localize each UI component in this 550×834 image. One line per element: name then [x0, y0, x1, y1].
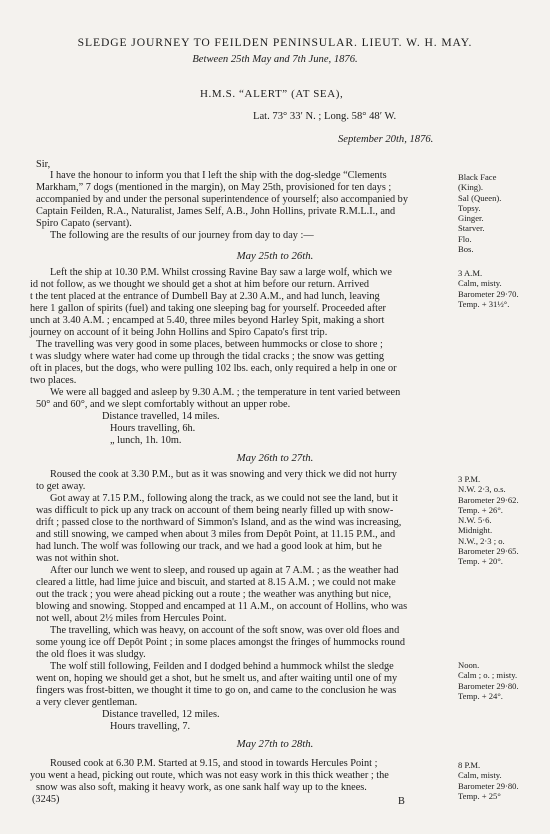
- body-line: Distance travelled, 12 miles.: [102, 709, 220, 720]
- weather-note: Temp. + 20°.: [458, 556, 503, 567]
- body-line: to get away.: [36, 481, 86, 492]
- weather-note: Temp. + 25°: [458, 790, 501, 801]
- dog-name: Sal (Queen).: [458, 192, 502, 203]
- body-line: 50° and 60°, and we slept comfortably without an upper robe.: [36, 399, 291, 410]
- body-line: oft in places, but the dogs, who were pulling 102 lbs. each, only required a help in one or: [30, 363, 397, 374]
- body-line: had lunch. The wolf was following our track, and we had a good look at him, but he: [36, 541, 382, 552]
- body-line: snow was also soft, making it heavy work, as one sank half way up to the knees.: [36, 782, 367, 793]
- intro-line: Captain Feilden, R.A., Naturalist, James Self, A.B., John Hollins, private R.M.L.I., and: [36, 206, 396, 217]
- body-line: went on, hoping we should get a shot, but he smelt us, and after waiting until one of my: [36, 673, 398, 684]
- weather-note: 3 A.M.: [458, 268, 483, 278]
- dog-name: Bos.: [458, 244, 474, 255]
- page-subtitle: Between 25th May and 7th June, 1876.: [192, 54, 358, 65]
- body-line: unch at 3.40 A.M. ; encamped at 5.40, three miles beyond Harley Spit, making a short: [30, 315, 385, 326]
- body-line: t was sludgy where water had come up through the tidal cracks ; the snow was getting: [30, 351, 385, 362]
- dog-name: Flo.: [458, 233, 472, 244]
- body-line: was difficult to pick up any track on account of them being nearly filled up with snow-: [36, 505, 394, 516]
- print-number: (3245): [32, 794, 60, 805]
- dog-name: Ginger.: [458, 213, 484, 224]
- intro-line: Markham,” 7 dogs (mentioned in the margin), on May 25th, provisioned for ten days ;: [36, 182, 392, 193]
- body-line: Roused cook at 6.30 P.M. Started at 9.15, and stood in towards Hercules Point ;: [50, 758, 378, 769]
- weather-note: Barometer 29·80.: [458, 780, 519, 791]
- body-line: two places.: [30, 375, 77, 386]
- body-line: „ lunch, 1h. 10m.: [110, 435, 182, 446]
- weather-note: Barometer 29·65.: [458, 546, 519, 557]
- body-line: id not follow, as we thought we should get a shot at him before our return. Arrived: [30, 279, 370, 290]
- dog-name: Starver.: [458, 223, 485, 234]
- page-title: SLEDGE JOURNEY TO FEILDEN PENINSULAR. LIEUT. W. H. MAY.: [77, 36, 473, 49]
- section-heading: May 25th to 26th.: [236, 250, 314, 262]
- salutation: Sir,: [36, 159, 51, 170]
- intro-line: The following are the results of our journey from day to day :—: [50, 230, 314, 241]
- body-line: cleared a little, had lime juice and biscuit, and started at 8.15 A.M. ; we could not make: [36, 577, 396, 588]
- body-line: Roused the cook at 3.30 P.M., but as it was snowing and very thick we did not hurry: [50, 469, 397, 480]
- body-line: fingers was frost-bitten, we thought it time to go on, and came to the conclusion he was: [36, 685, 397, 696]
- section-heading: May 26th to 27th.: [236, 452, 314, 464]
- body-line: drift ; passed close to the northward of Simmon's Island, and as the wind was increasing,: [36, 517, 402, 528]
- body-line: The travelling was very good in some places, between hummocks or close to shore ;: [36, 339, 383, 350]
- intro-line: accompanied by and under the personal superintendence of yourself; also accompanied by: [36, 194, 408, 205]
- position-line: Lat. 73° 33′ N. ; Long. 58° 48′ W.: [253, 111, 397, 122]
- weather-note: 8 P.M.: [458, 760, 481, 770]
- weather-note: Barometer 29·62.: [458, 494, 519, 505]
- weather-note: N.W. 5·6.: [458, 515, 492, 526]
- body-line: and still snowing, we camped when about 3 miles from Depôt Point, at 11.15 P.M., and: [36, 529, 396, 540]
- body-line: We were all bagged and asleep by 9.30 A.M. ; the temperature in tent varied between: [50, 387, 401, 398]
- weather-note: Midnight.: [458, 525, 493, 536]
- weather-note: Calm, misty.: [458, 770, 502, 781]
- weather-margin: [458, 268, 519, 309]
- body-line: Distance travelled, 14 miles.: [102, 411, 220, 422]
- letter-date: September 20th, 1876.: [338, 134, 434, 145]
- body-line: blowing and snowing. Stopped and encamped at 11 A.M., on account of Hollins, who was: [36, 601, 408, 612]
- dog-name: Black Face: [458, 172, 497, 182]
- signature-mark: B: [398, 796, 405, 807]
- dog-name: (King).: [458, 182, 484, 193]
- body-line: The travelling, which was heavy, on account of the soft snow, was over old floes and: [50, 625, 400, 636]
- ship-heading: H.M.S. “ALERT” (AT SEA),: [200, 88, 344, 100]
- weather-note: N.W. 2·3, o.s.: [458, 484, 506, 495]
- weather-note: Barometer 29·80.: [458, 680, 519, 691]
- body-line: t the tent placed at the entrance of Dumbell Bay at 2.30 A.M., and had lunch, leaving: [30, 291, 380, 302]
- body-line: you went a head, picking out route, which was not easy work in this thick weather ; the: [30, 770, 389, 781]
- weather-note: Barometer 29·70.: [458, 288, 519, 299]
- dog-name: Topsy.: [458, 202, 481, 213]
- weather-note: N.W., 2·3 ; o.: [458, 535, 505, 546]
- weather-note: Calm ; o. ; misty.: [458, 670, 518, 681]
- body-line: out the track ; you were ahead picking out a route ; the weather was anything but nice,: [36, 589, 392, 600]
- body-line: Got away at 7.15 P.M., following along the track, as we could not see the land, but it: [50, 493, 399, 504]
- weather-margin: [458, 760, 519, 801]
- weather-margin: [458, 474, 519, 567]
- body-line: Hours travelling, 6h.: [110, 423, 196, 434]
- body-line: was not within shot.: [36, 553, 119, 564]
- body-line: The wolf still following, Feilden and I dodged behind a hummock whilst the sledge: [50, 661, 394, 672]
- body-line: journey on account of it being John Hollins and Spiro Capato's first trip.: [30, 327, 328, 338]
- body-line: some young ice off Depôt Point ; in some places amongst the fringes of hummocks round: [36, 637, 406, 648]
- body-line: the old floes it was sludgy.: [36, 649, 146, 660]
- body-line: Left the ship at 10.30 P.M. Whilst crossing Ravine Bay saw a large wolf, which we: [50, 267, 392, 278]
- dog-names-margin: [458, 172, 501, 254]
- weather-note: Noon.: [458, 660, 480, 670]
- body-line: not well, about 2½ miles from Hercules Point.: [36, 613, 227, 624]
- body-line: a very clever gentleman.: [36, 697, 138, 708]
- body-line: After our lunch we went to sleep, and roused up again at 7 A.M. ; as the weather had: [50, 565, 399, 576]
- intro-line: Spiro Capato (servant).: [36, 218, 132, 229]
- weather-margin: [458, 660, 519, 701]
- body-line: Hours travelling, 7.: [110, 721, 191, 732]
- weather-note: Temp. + 31½°.: [458, 298, 510, 309]
- weather-note: Temp. + 24°.: [458, 690, 503, 701]
- weather-note: 3 P.M.: [458, 474, 481, 484]
- intro-line: I have the honour to inform you that I left the ship with the dog-sledge “Clements: [50, 170, 387, 181]
- body-line: here 1 gallon of spirits (fuel) and taking one sleeping bag for yourself. Proceeded after: [30, 303, 386, 314]
- section-heading: May 27th to 28th.: [236, 738, 314, 750]
- weather-note: Calm, misty.: [458, 278, 502, 289]
- weather-note: Temp. + 26°.: [458, 504, 503, 515]
